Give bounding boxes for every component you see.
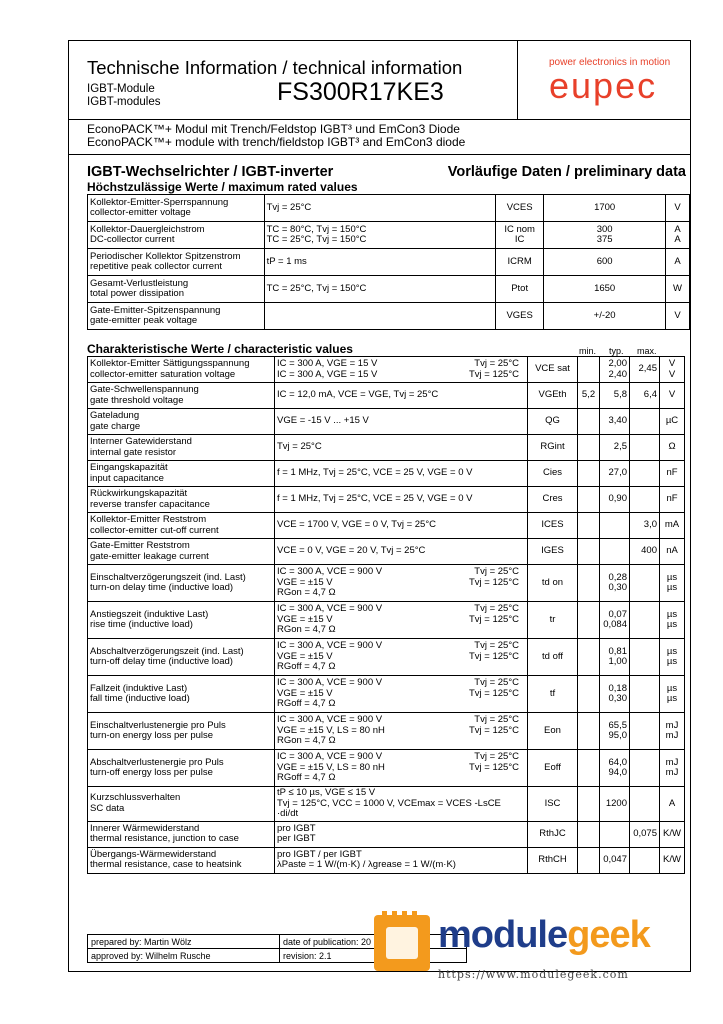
unit: nA <box>660 539 685 565</box>
symbol: RthCH <box>528 847 578 873</box>
condition-text: Tvj = 25°C <box>277 441 322 453</box>
header <box>69 41 690 120</box>
condition-text: pro IGBT <box>277 822 316 834</box>
condition-temp: Tvj = 25°C <box>474 358 519 369</box>
value-min <box>578 539 600 565</box>
value-min <box>578 750 600 787</box>
value-typ: 64,0 94,0 <box>600 750 630 787</box>
value-typ: 27,0 <box>600 461 630 487</box>
module-type-de: IGBT-Module <box>87 83 155 95</box>
value-max <box>630 461 660 487</box>
value-min <box>578 713 600 750</box>
condition-text: VGE = ±15 V <box>277 613 333 625</box>
value-min <box>578 676 600 713</box>
condition-text: pro IGBT / per IGBT <box>277 848 362 860</box>
unit: µs µs <box>660 676 685 713</box>
test-conditions <box>275 847 528 873</box>
symbol: QG <box>528 409 578 435</box>
condition-text: VGE = ±15 V, LS = 80 nH <box>277 761 385 773</box>
value-min <box>578 787 600 822</box>
symbol: Eoff <box>528 750 578 787</box>
value-max <box>630 750 660 787</box>
value-typ: 0,047 <box>600 847 630 873</box>
condition-line <box>277 773 525 784</box>
parameter-name: Abschaltverzögerungszeit (ind. Last) turn-off delay time (inductive load) <box>88 639 275 676</box>
parameter-name: Kollektor-Dauergleichstrom DC-collector current <box>88 222 265 249</box>
test-conditions <box>275 750 528 787</box>
test-conditions: TC = 80°C, Tvj = 150°C TC = 25°C, Tvj = 150°C <box>264 222 496 249</box>
unit: A <box>666 249 690 276</box>
col-max-header: max. <box>637 346 657 356</box>
condition-temp: Tvj = 125°C <box>468 761 519 773</box>
divider <box>69 154 690 155</box>
value-max <box>630 602 660 639</box>
section-title: IGBT-Wechselrichter / IGBT-inverter <box>87 164 334 180</box>
value-typ: 0,28 0,30 <box>600 565 630 602</box>
condition-temp <box>519 860 525 871</box>
logo-tagline: power electronics in motion <box>549 57 671 68</box>
parameter-name: Gate-Emitter Reststrom gate-emitter leakage current <box>88 539 275 565</box>
value: +/-20 <box>544 303 666 330</box>
test-conditions <box>275 461 528 487</box>
eupec-logo: eupec <box>549 65 658 106</box>
table-row <box>88 847 685 873</box>
symbol: RthJC <box>528 821 578 847</box>
unit: V <box>666 303 690 330</box>
condition-temp <box>519 850 525 861</box>
condition-temp: Tvj = 25°C <box>474 566 519 578</box>
unit: A <box>660 787 685 822</box>
table-row <box>88 435 685 461</box>
condition-temp <box>519 662 525 673</box>
value-min <box>578 461 600 487</box>
revision: revision: 2.1 <box>280 949 467 963</box>
table-row <box>88 249 690 276</box>
condition-temp <box>519 773 525 784</box>
condition-line <box>277 662 525 673</box>
condition-line <box>277 416 525 427</box>
value-min <box>578 513 600 539</box>
value-min <box>578 847 600 873</box>
parameter-name: Gesamt-Verlustleistung total power dissipation <box>88 276 265 303</box>
value-max: 2,45 <box>630 357 660 383</box>
unit: A A <box>666 222 690 249</box>
unit: V <box>666 195 690 222</box>
condition-text: RGoff = 4,7 Ω <box>277 698 336 710</box>
condition-temp: Tvj = 25°C <box>474 751 519 763</box>
condition-text: VGE = ±15 V, LS = 80 nH <box>277 724 385 736</box>
value-typ <box>600 821 630 847</box>
symbol: td on <box>528 565 578 602</box>
symbol: tf <box>528 676 578 713</box>
description-en: EconoPACK™+ module with trench/fieldstop IGBT³ and EmCon3 diode <box>87 135 466 149</box>
test-conditions: TC = 25°C, Tvj = 150°C <box>264 276 496 303</box>
condition-temp <box>519 625 525 636</box>
characteristic-title: Charakteristische Werte / characteristic values <box>87 342 353 356</box>
condition-text: IC = 12,0 mA, VCE = VGE, Tvj = 25°C <box>277 389 439 401</box>
condition-line <box>277 834 525 845</box>
condition-temp: Tvj = 25°C <box>474 603 519 615</box>
condition-temp <box>519 390 525 401</box>
value-max <box>630 565 660 602</box>
value-typ: 3,40 <box>600 409 630 435</box>
value-typ: 5,8 <box>600 383 630 409</box>
parameter-name: Übergangs-Wärmewiderstand thermal resistance, case to heatsink <box>88 847 275 873</box>
test-conditions <box>275 487 528 513</box>
condition-temp <box>519 494 525 505</box>
unit: nF <box>660 461 685 487</box>
value-typ: 65,5 95,0 <box>600 713 630 750</box>
table-row <box>88 565 685 602</box>
value-min <box>578 357 600 383</box>
condition-temp <box>519 520 525 531</box>
condition-text: VGE = ±15 V <box>277 650 333 662</box>
unit: µs µs <box>660 602 685 639</box>
unit: µs µs <box>660 565 685 602</box>
condition-text: RGon = 4,7 Ω <box>277 587 336 599</box>
condition-line <box>277 788 525 799</box>
symbol: Cres <box>528 487 578 513</box>
max-ratings-table <box>87 194 690 330</box>
condition-line <box>277 370 525 381</box>
value-typ: 0,07 0,084 <box>600 602 630 639</box>
condition-text: IC = 300 A, VGE = 15 V <box>277 358 378 369</box>
condition-line <box>277 699 525 710</box>
condition-temp: Tvj = 125°C <box>468 724 519 736</box>
test-conditions <box>275 602 528 639</box>
symbol: VCES <box>496 195 544 222</box>
parameter-name: Gate-Schwellenspannung gate threshold voltage <box>88 383 275 409</box>
test-conditions <box>275 676 528 713</box>
watermark-brand-a: module <box>438 914 568 956</box>
condition-text: RGoff = 4,7 Ω <box>277 772 336 784</box>
value-min <box>578 409 600 435</box>
value-max <box>630 713 660 750</box>
condition-line <box>277 520 525 531</box>
condition-temp: Tvj = 125°C <box>468 576 519 588</box>
condition-temp <box>519 834 525 845</box>
unit: mA <box>660 513 685 539</box>
value-min <box>578 821 600 847</box>
condition-text: RGon = 4,7 Ω <box>277 624 336 636</box>
condition-temp: Tvj = 25°C <box>474 714 519 726</box>
value-typ: 0,81 1,00 <box>600 639 630 676</box>
characteristic-table <box>87 356 685 874</box>
value-max <box>630 435 660 461</box>
test-conditions <box>275 639 528 676</box>
symbol: ISC <box>528 787 578 822</box>
condition-text: VCE = 1700 V, VGE = 0 V, Tvj = 25°C <box>277 519 436 531</box>
condition-text: tP ≤ 10 µs, VGE ≤ 15 V <box>277 787 376 798</box>
condition-temp: Tvj = 25°C <box>474 677 519 689</box>
module-type <box>87 83 161 109</box>
test-conditions <box>275 383 528 409</box>
table-row <box>88 513 685 539</box>
watermark-brand <box>438 914 650 957</box>
condition-text: IC = 300 A, VCE = 900 V <box>277 603 383 615</box>
value-max <box>630 676 660 713</box>
condition-temp <box>519 416 525 427</box>
parameter-name: Kollektor-Emitter Sättigungsspannung collector-emitter saturation voltage <box>88 357 275 383</box>
condition-text: IC = 300 A, VCE = 900 V <box>277 714 383 726</box>
value-max <box>630 409 660 435</box>
value-max: 3,0 <box>630 513 660 539</box>
symbol: VGEth <box>528 383 578 409</box>
max-ratings-title: Höchstzulässige Werte / maximum rated values <box>87 180 358 194</box>
condition-temp: Tvj = 125°C <box>468 650 519 662</box>
value-max <box>630 487 660 513</box>
value-typ: 2,00 2,40 <box>600 357 630 383</box>
condition-text: IC = 300 A, VCE = 900 V <box>277 640 383 652</box>
condition-text: VCE = 0 V, VGE = 20 V, Tvj = 25°C <box>277 545 426 557</box>
condition-temp: Tvj = 25°C <box>474 640 519 652</box>
condition-text: λPaste = 1 W/(m·K) / λgrease = 1 W/(m·K) <box>277 859 456 870</box>
parameter-name: Abschaltverlustenergie pro Puls turn-off energy loss per pulse <box>88 750 275 787</box>
table-row <box>88 539 685 565</box>
col-min-header: min. <box>579 346 597 356</box>
table-row <box>88 383 685 409</box>
condition-line <box>277 625 525 636</box>
symbol: td off <box>528 639 578 676</box>
watermark-url: https://www.modulegeek.com <box>438 968 629 981</box>
condition-text: per IGBT <box>277 833 316 844</box>
unit: V <box>660 383 685 409</box>
table-row <box>88 602 685 639</box>
condition-text: IC = 300 A, VCE = 900 V <box>277 677 383 689</box>
test-conditions <box>275 787 528 822</box>
unit: W <box>666 276 690 303</box>
condition-text: IC = 300 A, VCE = 900 V <box>277 751 383 763</box>
condition-temp <box>519 442 525 453</box>
condition-text: VGE = ±15 V <box>277 687 333 699</box>
test-conditions <box>275 539 528 565</box>
symbol: IGES <box>528 539 578 565</box>
unit: V V <box>660 357 685 383</box>
unit: mJ mJ <box>660 713 685 750</box>
value-min <box>578 639 600 676</box>
parameter-name: Anstiegszeit (induktive Last) rise time (inductive load) <box>88 602 275 639</box>
table-row <box>88 461 685 487</box>
test-conditions <box>275 409 528 435</box>
col-typ-header: typ. <box>609 346 624 356</box>
condition-line <box>277 359 525 370</box>
value-max <box>630 787 660 822</box>
unit: K/W <box>660 821 685 847</box>
table-row <box>88 357 685 383</box>
parameter-name: Eingangskapazität input capacitance <box>88 461 275 487</box>
symbol: ICRM <box>496 249 544 276</box>
parameter-name: Einschaltverlustenergie pro Puls turn-on energy loss per pulse <box>88 713 275 750</box>
unit: Ω <box>660 435 685 461</box>
prepared-by: prepared by: Martin Wölz <box>88 935 280 949</box>
product-description <box>87 123 465 149</box>
condition-text: f = 1 MHz, Tvj = 25°C, VCE = 25 V, VGE = 0 V <box>277 467 473 479</box>
condition-text: VGE = -15 V ... +15 V <box>277 415 369 427</box>
table-row <box>88 787 685 822</box>
unit: µs µs <box>660 639 685 676</box>
parameter-name: Innerer Wärmewiderstand thermal resistance, junction to case <box>88 821 275 847</box>
symbol: ICES <box>528 513 578 539</box>
test-conditions <box>275 565 528 602</box>
modulegeek-watermark <box>374 912 674 992</box>
value: 300 375 <box>544 222 666 249</box>
value-typ: 0,18 0,30 <box>600 676 630 713</box>
condition-text: Tvj = 125°C, VCC = 1000 V, VCEmax = VCES -LsCE ·di/dt <box>277 797 501 819</box>
condition-text: RGon = 4,7 Ω <box>277 735 336 747</box>
part-number: FS300R17KE3 <box>277 78 444 106</box>
table-row <box>88 303 690 330</box>
condition-line <box>277 494 525 505</box>
condition-temp <box>519 699 525 710</box>
parameter-name: Einschaltverzögerungszeit (ind. Last) turn-on delay time (inductive load) <box>88 565 275 602</box>
condition-temp <box>519 546 525 557</box>
condition-text: RGoff = 4,7 Ω <box>277 661 336 673</box>
value-max <box>630 639 660 676</box>
condition-line <box>277 468 525 479</box>
unit: nF <box>660 487 685 513</box>
condition-temp <box>519 588 525 599</box>
symbol: Cies <box>528 461 578 487</box>
value-min <box>578 487 600 513</box>
symbol: tr <box>528 602 578 639</box>
value-max: 0,075 <box>630 821 660 847</box>
symbol: VCE sat <box>528 357 578 383</box>
condition-temp: Tvj = 125°C <box>468 613 519 625</box>
condition-temp <box>519 736 525 747</box>
condition-temp: Tvj = 125°C <box>468 368 519 380</box>
unit: mJ mJ <box>660 750 685 787</box>
condition-text: IC = 300 A, VCE = 900 V <box>277 566 383 578</box>
table-row <box>88 713 685 750</box>
table-row <box>88 750 685 787</box>
publication-date: date of publication: 20 <box>280 935 467 949</box>
value-max: 400 <box>630 539 660 565</box>
condition-line <box>277 860 525 871</box>
value-typ: 2,5 <box>600 435 630 461</box>
parameter-name: Rückwirkungskapazität reverse transfer capacitance <box>88 487 275 513</box>
table-row <box>88 195 690 222</box>
parameter-name: Interner Gatewiderstand internal gate resistor <box>88 435 275 461</box>
condition-text: VGE = ±15 V <box>277 576 333 588</box>
table-row <box>88 409 685 435</box>
symbol: Ptot <box>496 276 544 303</box>
chip-icon <box>374 915 430 971</box>
condition-text: IC = 300 A, VGE = 15 V <box>277 368 378 380</box>
symbol: RGint <box>528 435 578 461</box>
symbol: Eon <box>528 713 578 750</box>
condition-line <box>277 546 525 557</box>
unit: K/W <box>660 847 685 873</box>
data-status: Vorläufige Daten / preliminary data <box>447 164 686 180</box>
value-min <box>578 602 600 639</box>
value-typ: 0,90 <box>600 487 630 513</box>
condition-temp <box>519 788 525 799</box>
condition-temp <box>519 824 525 835</box>
test-conditions <box>275 357 528 383</box>
value-max <box>630 847 660 873</box>
symbol: VGES <box>496 303 544 330</box>
approved-by: approved by: Wilhelm Rusche <box>88 949 280 963</box>
test-conditions <box>275 713 528 750</box>
parameter-name: Kollektor-Emitter-Sperrspannung collector-emitter voltage <box>88 195 265 222</box>
parameter-name: Periodischer Kollektor Spitzenstrom repetitive peak collector current <box>88 249 265 276</box>
parameter-name: Gate-Emitter-Spitzenspannung gate-emitter peak voltage <box>88 303 265 330</box>
test-conditions <box>275 821 528 847</box>
parameter-name: Fallzeit (induktive Last) fall time (inductive load) <box>88 676 275 713</box>
datasheet-frame <box>68 40 691 972</box>
value: 1650 <box>544 276 666 303</box>
test-conditions <box>275 513 528 539</box>
parameter-name: Gateladung gate charge <box>88 409 275 435</box>
value-typ: 1200 <box>600 787 630 822</box>
table-row <box>88 276 690 303</box>
condition-line <box>277 588 525 599</box>
value: 600 <box>544 249 666 276</box>
value-typ <box>600 539 630 565</box>
value-min <box>578 435 600 461</box>
watermark-brand-b: geek <box>567 914 650 956</box>
table-row <box>88 222 690 249</box>
symbol: IC nom IC <box>496 222 544 249</box>
condition-temp <box>519 468 525 479</box>
table-row <box>88 487 685 513</box>
test-conditions <box>275 435 528 461</box>
value-min <box>578 565 600 602</box>
condition-text: f = 1 MHz, Tvj = 25°C, VCE = 25 V, VGE = 0 V <box>277 493 473 505</box>
condition-temp: Tvj = 125°C <box>468 687 519 699</box>
parameter-name: Kurzschlussverhalten SC data <box>88 787 275 822</box>
condition-temp <box>519 799 525 820</box>
test-conditions: Tvj = 25°C <box>264 195 496 222</box>
table-row <box>88 821 685 847</box>
document-title: Technische Information / technical information <box>87 57 463 78</box>
value-min: 5,2 <box>578 383 600 409</box>
value-max: 6,4 <box>630 383 660 409</box>
module-type-en: IGBT-modules <box>87 96 161 108</box>
value-typ <box>600 513 630 539</box>
table-row <box>88 639 685 676</box>
test-conditions: tP = 1 ms <box>264 249 496 276</box>
parameter-name: Kollektor-Emitter Reststrom collector-emitter cut-off current <box>88 513 275 539</box>
unit: µC <box>660 409 685 435</box>
condition-line <box>277 799 525 820</box>
description-de: EconoPACK™+ Modul mit Trench/Feldstop IGBT³ und EmCon3 Diode <box>87 122 460 136</box>
value: 1700 <box>544 195 666 222</box>
table-row <box>88 676 685 713</box>
test-conditions <box>264 303 496 330</box>
condition-line <box>277 442 525 453</box>
condition-line <box>277 390 525 401</box>
condition-line <box>277 736 525 747</box>
header-divider <box>517 41 518 119</box>
